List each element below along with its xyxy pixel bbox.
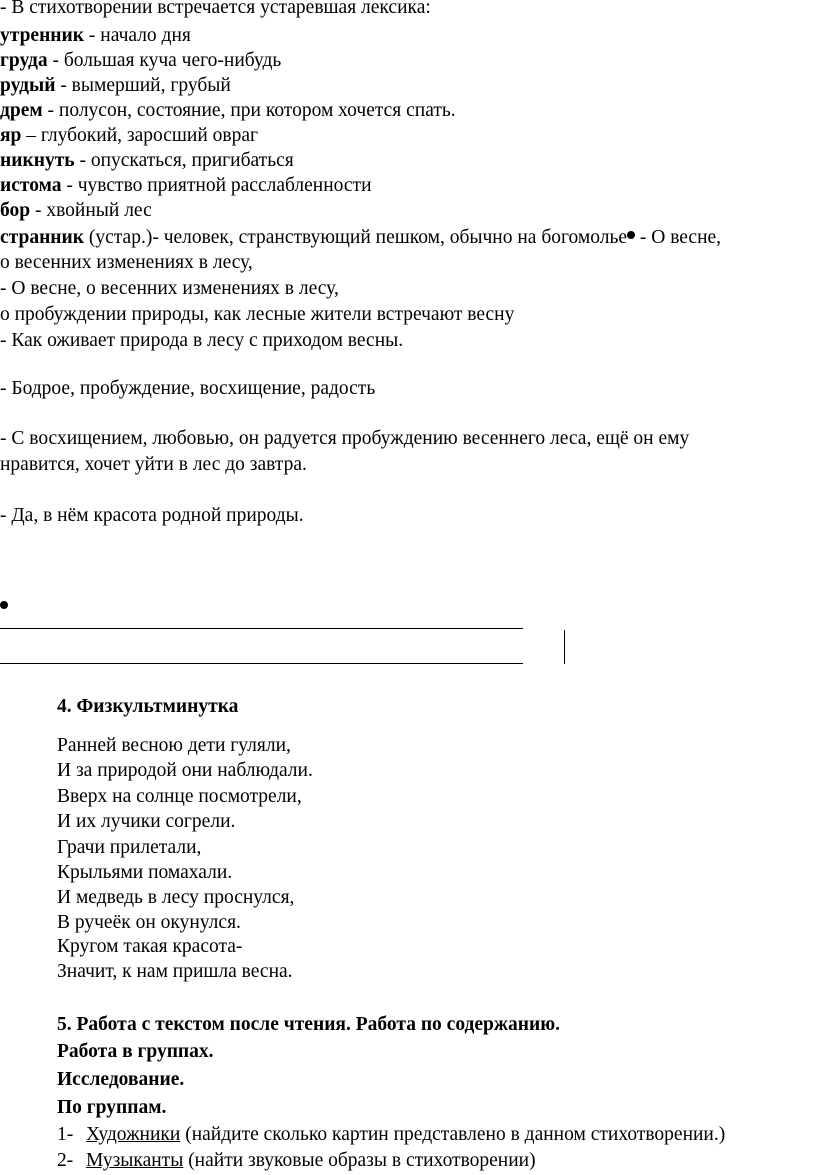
- glossary-entry: [0, 49, 281, 73]
- section4-heading: [57, 695, 238, 719]
- section5-subheading: [57, 1068, 184, 1092]
- glossary-term: яр: [0, 125, 22, 146]
- section5-subheading: [57, 1040, 214, 1064]
- glossary-term: бор: [0, 200, 31, 221]
- glossary-definition: - вымерший, грубый: [55, 75, 231, 96]
- glossary-definition: - опускаться, пригибаться: [74, 150, 294, 171]
- glossary-entry: [0, 174, 372, 198]
- poem-line: Ранней весною дети гуляли,: [57, 735, 291, 756]
- glossary-term: никнуть: [0, 150, 75, 171]
- glossary-term: дрем: [0, 100, 43, 121]
- footnote-marker: [0, 596, 8, 620]
- section5-subheading-text: Исследование.: [57, 1069, 185, 1090]
- group-task: (найдите сколько картин представлено в данном стихотворении.): [180, 1124, 726, 1145]
- section5-heading: [57, 1013, 560, 1037]
- answer-line: нравится, хочет уйти в лес до завтра.: [0, 454, 307, 475]
- glossary-entry: [0, 199, 152, 223]
- section5-subheading: [57, 1096, 166, 1120]
- group-task: (найти звуковые образы в стихотворении): [183, 1150, 536, 1171]
- glossary-definition: – глубокий, заросший овраг: [21, 125, 259, 146]
- divider-line: [0, 628, 523, 629]
- poem-line: Крыльями помахали.: [57, 862, 233, 883]
- glossary-term: истома: [0, 175, 62, 196]
- section5-heading-text: 5. Работа с текстом после чтения. Работа по содержанию.: [57, 1014, 561, 1035]
- glossary-term: странник: [0, 227, 85, 248]
- answer-line: - С восхищением, любовью, он радуется пробуждению весеннего леса, ещё он ему: [0, 428, 690, 449]
- poem-line: И их лучики согрели.: [57, 811, 236, 832]
- intro-line: - В стихотворении встречается устаревшая лексика:: [0, 0, 431, 18]
- glossary-entry: [0, 99, 456, 123]
- poem-line: Значит, к нам пришла весна.: [57, 961, 293, 982]
- glossary-term: утренник: [0, 25, 85, 46]
- poem-line: В ручеёк он окунулся.: [57, 912, 241, 933]
- group-item: [57, 1123, 725, 1147]
- section4-heading-text: 4. Физкультминутка: [57, 696, 239, 717]
- glossary-definition: (устар.)- человек, странствующий пешком, обычно на богомолье: [84, 227, 627, 248]
- group-name: Музыканты: [86, 1150, 184, 1171]
- glossary-definition: - начало дня: [84, 25, 191, 46]
- answer-line: о пробуждении природы, как лесные жители встречают весну: [0, 304, 515, 325]
- group-number: 1-: [57, 1124, 74, 1145]
- glossary-entry: [0, 226, 721, 250]
- glossary-definition: - полусон, состояние, при котором хочется спать.: [42, 100, 456, 121]
- glossary-definition: - чувство приятной расслабленности: [61, 175, 372, 196]
- glossary-definition: - хвойный лес: [30, 200, 152, 221]
- answer-line: - Да, в нём красота родной природы.: [0, 505, 304, 526]
- answer-line: - О весне, о весенних изменениях в лесу,: [0, 278, 339, 299]
- glossary-term: груда: [0, 50, 48, 71]
- group-number: 2-: [57, 1150, 74, 1171]
- glossary-definition: - большая куча чего-нибудь: [47, 50, 282, 71]
- text-cursor-bar: [564, 630, 565, 664]
- answer-line: - Бодрое, пробуждение, восхищение, радость: [0, 378, 376, 399]
- poem-line: И медведь в лесу проснулся,: [57, 887, 295, 908]
- poem-line: Грачи прилетали,: [57, 837, 202, 858]
- glossary-entry: [0, 124, 258, 148]
- glossary-continuation: - О весне,: [635, 227, 722, 248]
- glossary-entry: [0, 24, 191, 48]
- section5-subheading-text: По группам.: [57, 1097, 167, 1118]
- poem-line: Вверх на солнце посмотрели,: [57, 786, 302, 807]
- section5-subheading-text: Работа в группах.: [57, 1041, 214, 1062]
- bullet-icon: [627, 231, 635, 239]
- bullet-icon: [0, 601, 8, 609]
- answer-line: о весенних изменениях в лесу,: [0, 252, 253, 273]
- glossary-entry: [0, 149, 294, 173]
- answer-line: - Как оживает природа в лесу с приходом весны.: [0, 330, 404, 351]
- poem-line: И за природой они наблюдали.: [57, 760, 313, 781]
- group-item: [57, 1149, 536, 1173]
- glossary-entry: [0, 74, 231, 98]
- divider-line: [0, 663, 523, 664]
- poem-line: Кругом такая красота-: [57, 936, 243, 957]
- group-name: Художники: [86, 1124, 181, 1145]
- glossary-term: рудый: [0, 75, 56, 96]
